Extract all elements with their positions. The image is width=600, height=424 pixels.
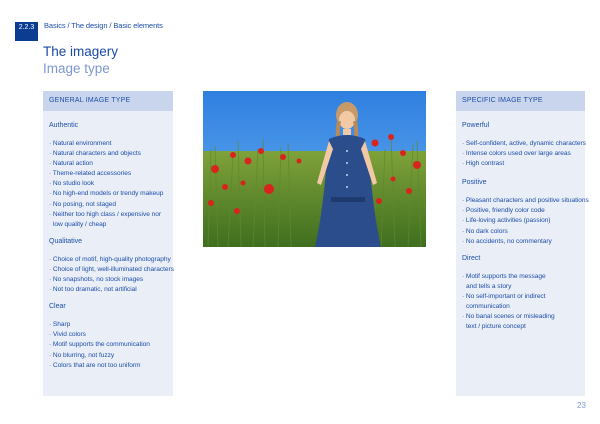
list-item: · Neither too high class / expensive nor	[49, 210, 161, 218]
list-item: · Theme-related accessories	[49, 170, 132, 178]
list-item: text / picture concept	[466, 323, 526, 331]
powerful-list	[462, 139, 586, 169]
specific-image-type-panel	[456, 91, 589, 396]
category-title-qualitative: Qualitative	[49, 237, 83, 245]
authentic-list	[49, 139, 167, 230]
list-item: · No banal scenes or misleading	[462, 313, 555, 321]
list-item: · No high-end models or trendy makeup	[49, 190, 164, 198]
page-title: The imagery	[43, 44, 119, 59]
list-item: · No snapshots, no stock images	[49, 276, 144, 284]
list-item: · Vivid colors	[49, 331, 86, 339]
qualitative-list	[49, 255, 174, 295]
list-item: · Motif supports the communication	[49, 341, 150, 349]
list-item: · No accidents, no commentary	[462, 237, 552, 245]
page-number: 23	[577, 401, 586, 410]
positive-list	[462, 196, 589, 246]
category-title-clear: Clear	[49, 303, 66, 311]
category-title-authentic: Authentic	[49, 122, 79, 129]
category-title-powerful: Powerful	[462, 122, 490, 129]
panel-header-specific: SPECIFIC IMAGE TYPE	[456, 91, 585, 111]
list-item: · Sharp	[49, 321, 71, 329]
list-item: and tells a story	[466, 282, 512, 290]
breadcrumb: Basics / The design / Basic elements	[44, 21, 163, 30]
list-item: communication	[466, 303, 510, 311]
list-item: · High contrast	[462, 160, 505, 168]
section-number-badge: 2.2.3	[15, 22, 38, 41]
list-item: · Natural action	[49, 160, 93, 168]
list-item: · Self-confident, active, dynamic characters	[462, 140, 586, 147]
list-item: · Colors that are not too uniform	[49, 361, 141, 369]
list-item: · Motif supports the message	[462, 272, 546, 280]
panel-header-general: GENERAL IMAGE TYPE	[43, 91, 173, 111]
list-item: · Life-loving activities (passion)	[462, 217, 551, 225]
direct-list	[462, 272, 579, 333]
category-title-positive: Positive	[462, 179, 487, 187]
list-item: · No studio look	[49, 180, 95, 188]
list-item: · Natural characters and objects	[49, 150, 141, 158]
list-item: · No dark colors	[462, 227, 508, 235]
list-item: · No self-important or indirect	[462, 292, 546, 300]
list-item: · Intense colors used over large areas	[462, 150, 571, 158]
clear-list	[49, 320, 167, 370]
list-item: · Choice of light, well-illuminated characters	[49, 265, 174, 273]
list-item: · No posing, not staged	[49, 200, 117, 208]
general-image-type-panel	[43, 91, 173, 396]
girl-in-poppy-field-photo	[203, 91, 426, 247]
category-title-direct: Direct	[462, 254, 481, 262]
list-item: · Positive, friendly color code	[462, 207, 545, 215]
list-item: · Choice of motif, high-quality photography	[49, 255, 171, 263]
list-item: · No blurring, not fuzzy	[49, 351, 115, 359]
list-item: · Natural environment	[49, 140, 112, 147]
list-item: low quality / cheap	[53, 220, 107, 228]
list-item: · Not too dramatic, not artificial	[49, 286, 137, 294]
list-item: · Pleasant characters and positive situations	[462, 197, 589, 205]
page-subtitle: Image type	[43, 61, 110, 76]
